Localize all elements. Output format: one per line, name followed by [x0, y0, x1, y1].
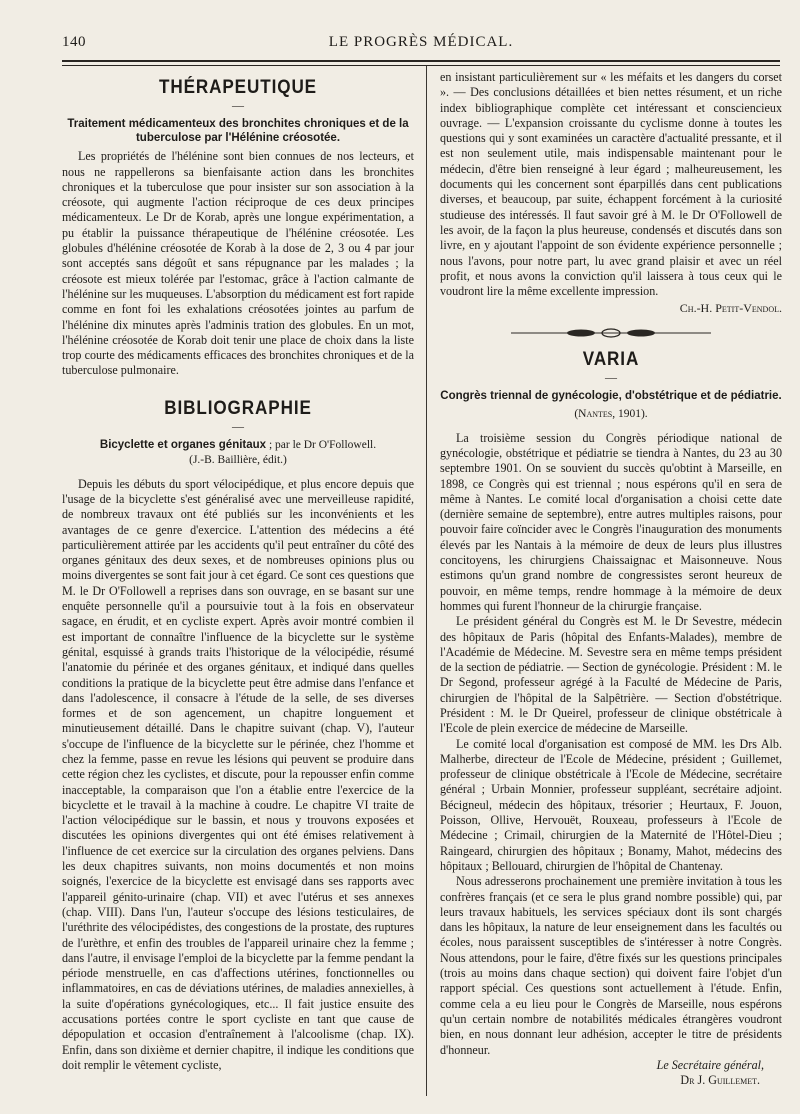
review-author: Ch.-H. Petit-Vendol. — [679, 301, 782, 316]
running-head — [62, 34, 780, 58]
title-separator: — — [232, 98, 244, 113]
congress-paragraph-4: Nous adresserons prochainement une première invitation à tous les confrères français (et ce sera le plus grand nombre possible) qui, par leurs travaux habituels, les services spéciaux dont ils sont chargés dans les hôpitaux, la nature de leur enseignement dans les facultés ou écoles, nous paraissent susceptibles de s'intéresser à notre Congrès. Nous attendons, pour le faire, d'être fixés sur les questions principales (trois au moins dans chaque section) qui doivent faire l'objet d'un rapport spécial. Ces questions sont actuellement à l'étude. Enfin, comme cela a eu lieu pour le Congrès de Marseille, nous espérons qu'un certain nombre de notabilités médicales étrangères voudront bien, en nous donnant leur adhésion, accepter le titre de présidents d'honneur. — [440, 874, 782, 1057]
article-title-helenine: Traitement médicamenteux des bronchites chroniques et de la tuberculose par l'Hélénine créosotée. — [67, 118, 409, 145]
congress-paragraph-3: Le comité local d'organisation est composé de MM. les Drs Alb. Malherbe, directeur de l'Ecole de Médecine, président ; Guillemet, professeur de clinique obstétricale à l'Ecole de Médecine, secrétaire général ; Urbain Monnier, professeur suppléant, secrétaire adjoint. Bécigneul, médecin des hôpitaux, trésorier ; Heurtaux, F. Jouon, Poisson, Ollive, Hervouët, Rouxeau, professeurs à l'Ecole de Médecine ; Crimail, chirurgien de la Maternité de l'Hôtel-Dieu ; Raingeard, chirurgien des hôpitaux ; Bonamy, Mahot, médecins des hôpitaux ; Bellouard, chirurgien de l'hôpital de Chantenay. — [440, 736, 782, 873]
section-title-varia: VARIA — [582, 349, 640, 371]
page-number: 140 — [62, 34, 86, 50]
review-publisher: (J.-B. Baillière, édit.) — [189, 454, 287, 467]
title-separator: — — [605, 370, 617, 385]
left-column — [62, 70, 414, 1100]
signature-role: Le Secrétaire général, — [656, 1057, 764, 1072]
congress-place: (Nantes, 1901). — [574, 408, 648, 421]
section-title-therapeutique: THÉRAPEUTIQUE — [158, 77, 318, 98]
title-separator: — — [232, 419, 244, 434]
journal-title: LE PROGRÈS MÉDICAL. — [328, 34, 514, 50]
review-heading — [62, 438, 414, 453]
section-title-bibliographie: BIBLIOGRAPHIE — [164, 397, 312, 419]
review-book-title: Bicyclette et organes génitaux — [99, 439, 267, 452]
right-column — [440, 70, 782, 1100]
article-title-congres: Congrès triennal de gynécologie, d'obstétrique et de pédiatrie. — [440, 390, 782, 403]
header-rule — [62, 60, 780, 66]
article-body-helenine: Les propriétés de l'hélénine sont bien connues de nos lecteurs, et nous ne rappellerons sa bienfaisante action dans les bronchites chroniques et la tuberculose que pour insister sur son association à la créosote, qui augmente l'action réciproque de ces deux principes médicamenteux. Le Dr de Korab, après une longue expérimentation, a pu établir la puissance thérapeutique de l'hélénine créosotée. Les globules d'hélénine créosotée de Korab à la dose de 2, 3 ou 4 par jour sont acceptés sans dégoût et sans répugnance par les malades ; la créosote est mieux tolérée par l'estomac, grâce à l'action calmante de l'hélénine sur les muqueuses. L'absorption du médicament est fort rapide comme en font foi les exhalations créosotées jointes au parfum de l'hélénine dix minutes après l'adminis tration des globules. En un mot, l'hélénine créosotée de Korab doit tenir une place de choix dans la liste trop courte des médicaments efficaces des bronchites chroniques et de la tuberculose pulmonaire. — [62, 149, 414, 378]
column-divider — [426, 66, 427, 1096]
ornament-divider — [440, 327, 782, 342]
congress-paragraph-1: La troisième session du Congrès périodique national de gynécologie, obstétrique et pédiatrie se tiendra à Nantes, du 23 au 30 septembre 1901. On se souvient du succès qu'obtint à Marseille, en 1898, ce Congrès qui est triennal ; nous espérons qu'il en sera de même à Nantes. Le comité local d'organisation a choisi cette date (dernière semaine de septembre), entre autres multiples raisons, pour pouvoir faire coïncider avec le Congrès l'inauguration des monuments élevés par les Nantais à la mémoire de deux de leurs plus illustres concitoyens, les chirurgiens Chaissaignac et Maisonneuve. Nous estimons qu'un grand nombre de congressistes seront heureux de pouvoir, en même temps, rendre hommage à la mémoire de deux hommes qui furent l'honneur de la chirurgie française. — [440, 430, 782, 613]
review-body: Depuis les débuts du sport vélocipédique, et plus encore depuis que l'usage de la bicyclette s'est généralisé avec une merveilleuse rapidité, de nombreux travaux ont été publiés sur les inconvénients et les avantages de ce genre d'exercice. L'attention des médecins a été particulièrement attirée par les accidents qu'il peut entraîner du côté des organes génitaux des deux sexes, et de nombreuses opinions plus ou moins divergentes se sont fait jour à cet égard. Ce sont ces questions que M. le Dr O'Followell a reprises dans son ouvrage, en se basant sur une enquête personnelle qu'il a poursuivie tout à la fois en observateur sagace, en érudit, et en cycliste expert. Après avoir montré combien il est important de connaître l'influence de la bicyclette sur le système génital, esquissé à grands traits l'historique de la vélocipédie, résumé l'anatomie du périnée et des organes génitaux, et indiqué dans quelles conditions la pratique de la bicyclette peut être admise dans l'enfance et dans l'adolescence, il consacre à l'étude de la selle, de ses diverses formes et de son agencement, un chapitre longuement et minutieusement détaillé. Dans le chapitre suivant (chap. V), l'auteur s'occupe de l'influence de la bicyclette sur le périnée, chez l'homme et chez la femme, passe en revue les lésions qui peuvent se produire dans cette région chez les cyclistes, et discute, pour la repousser enfin comme inacceptable, la comparaison que l'on a établie entre l'exercice de la bicyclette et le travail à la machine à coudre. Le chapitre VI traite de l'action vélocipédique sur le bassin, et nous y trouvons exposées et discutées les opinions divergentes qui ont été émises relativement à l'influence de cet exercice sur la circulation des organes pelviens. Dans les deux chapitres suivants, non moins documentés et non moins soignés, l'exercice de la bicyclette est envisagé dans ses rapports avec l'appareil génito-urinaire (chap. VII) et avec l'utérus et ses annexes (chap. VIII). Dans l'un, l'auteur s'occupe des lésions testiculaires, de l'uréthrite des vélocipédistes, des congestions de la prostate, des ruptures de l'urèthre, et enfin des troubles de l'appareil urinaire chez la femme ; dans l'autre, il envisage l'emploi de la bicyclette par la femme pendant la période menstruelle, en cas d'affections utérines, fonctionnelles ou inflammatoires, en cas de déviations utérines, de maladies annexielles, à la suite d'opérations gynécologiques, etc... Il fait justice ensuite des accusations portées contre le sport cycliste en tant que cause de dépopulation et occasion d'entraînement à l'alcoolisme (chap. IX). Enfin, dans son dixième et dernier chapitre, il indique les conditions que doit remplir le vêtement cycliste, — [62, 476, 414, 1072]
ornament-icon — [511, 328, 711, 338]
signature-name: Dr J. Guillemet. — [680, 1073, 760, 1088]
review-body-continued: en insistant particulièrement sur « les méfaits et les dangers du corset ». — Des conclusions détaillées et bien nettes résument, et un riche index bibliographique complète cet intéressant et consciencieux ouvrage. — L'expansion croissante du cyclisme donne à toutes les questions qui y sont examinées un caractère d'actualité pressante, et il est non seulement utile, mais indispensable maintenant pour le médecin, d'être bien renseigné à leur égard ; malheureusement, les documents qui les concernent sont éparpillés dans cent publications diverses, et beaucoup, par suite, échappent forcément à la curiosité studieuse des intéressés. Il faut savoir gré à M. le Dr O'Followell de les avoir, de la façon la plus heureuse, condensés et discutés dans son livre, en y ajoutant l'appoint de son évidente expérience personnelle ; nous l'avons, pour notre part, lu avec grand plaisir et avec un réel profit, et nous avons la conviction qu'il laissera à tous ceux qui le voudront lire la même excellente impression. — [440, 70, 782, 299]
congress-paragraph-2: Le président général du Congrès est M. le Dr Sevestre, médecin des hôpitaux de Paris (hôpital des Enfants-Malades), membre de l'Académie de Médecine. M. Sevestre sera en même temps président de la section de pédiatrie. — Section de gynécologie. Président : M. le Dr Segond, professeur agrégé à la Faculté de Médecine de Paris, chirurgien de l'hôpital de la Salpêtrière. — Section d'obstétrique. Président : M. le Dr Queirel, professeur de clinique obstétricale à l'Ecole de plein exercice de médecine de Marseille. — [440, 614, 782, 736]
review-book-author: ; par le Dr O'Followell. — [266, 439, 377, 452]
